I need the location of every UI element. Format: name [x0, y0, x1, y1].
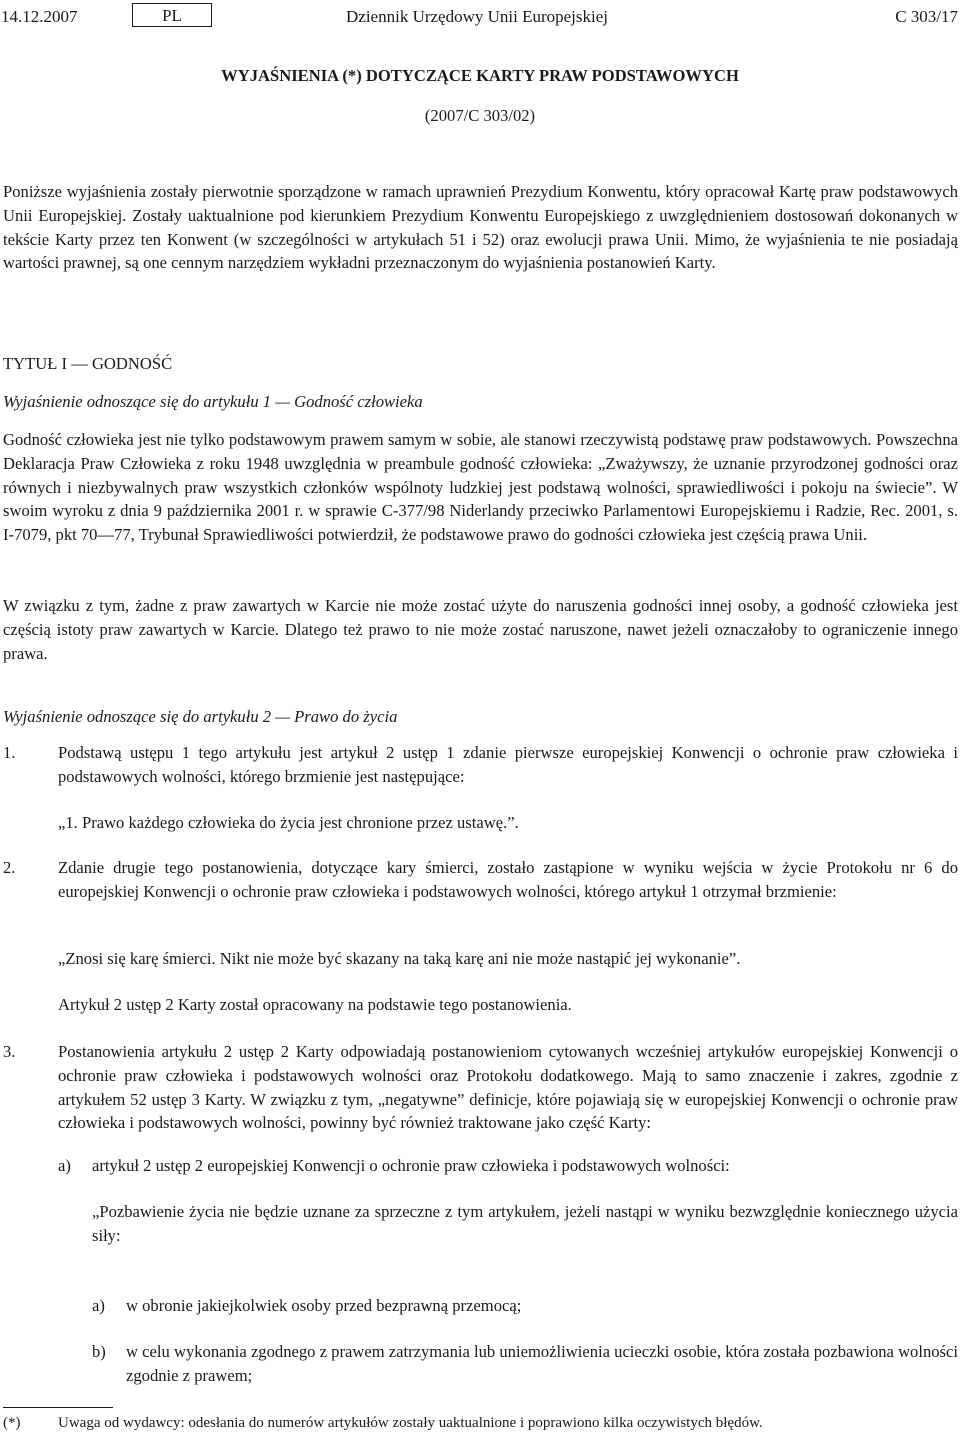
document-title: WYJAŚNIENIA (*) DOTYCZĄCE KARTY PRAW PODSTAWOWYCH — [221, 66, 739, 85]
article-1-paragraph-2: W związku z tym, żadne z praw zawartych w Karcie nie może zostać użyte do naruszenia godności innej osoby, a godność człowieka jest częścią istoty praw zawartych w Karcie. Dlatego też prawo to nie może zostać naruszone, nawet jeżeli oznaczałoby to ograniczenie innego prawa. — [3, 596, 958, 663]
article-1-paragraph-1: Godność człowieka jest nie tylko podstawowym prawem samym w sobie, ale stanowi rzeczywistą podstawę praw podstawowych. Powszechna Deklaracja Praw Człowieka z roku 1948 uwzględnia w preambule godność człowieka: „Zważywszy, że uznanie przyrodzonej godności oraz równych i niezbywalnych praw wszystkich członków wspólnoty ludzkiej jest podstawą wolności, sprawiedliwości i pokoju na świecie”. W swoim wyroku z dnia 9 października 2001 r. w sprawie C-377/98 Niderlandy przeciwko Parlamentowi Europejskiemu i Radzie, Rec. 2001, s. I-7079, pkt 70—77, Trybunał Sprawiedliwości potwierdził, że podstawowe prawo do godności człowieka jest częścią prawa Unii. — [3, 430, 958, 545]
subpoint-label: a) — [58, 1156, 71, 1175]
point-2-text: Zdanie drugie tego postanowienia, dotyczące kary śmierci, zostało zastąpione w wyniku wejścia w życie Protokołu nr 6 do europejskiej Konwencji o ochronie praw człowieka i podstawowych wolności, którego artykuł 1 otrzymał brzmienie: — [58, 858, 958, 901]
article-1-heading: Wyjaśnienie odnoszące się do artykułu 1 — Godność człowieka — [3, 392, 423, 411]
subpoint-a-text: artykuł 2 ustęp 2 europejskiej Konwencji o ochronie praw człowieka i podstawowych wolności: — [92, 1156, 730, 1175]
journal-reference: C 303/17 — [895, 7, 958, 26]
footnote-divider — [3, 1407, 113, 1408]
point-number: 1. — [3, 743, 16, 762]
publication-date: 14.12.2007 — [1, 7, 78, 26]
quote-1: „1. Prawo każdego człowieka do życia jest chronione przez ustawę.”. — [58, 813, 519, 832]
nested-a-text: w obronie jakiejkolwiek osoby przed bezprawną przemocą; — [126, 1296, 522, 1315]
nested-label: b) — [92, 1342, 106, 1361]
nested-label: a) — [92, 1296, 105, 1315]
document-subtitle: (2007/C 303/02) — [424, 106, 536, 125]
article-2-heading: Wyjaśnienie odnoszące się do artykułu 2 — Prawo do życia — [3, 707, 398, 726]
intro-paragraph: Poniższe wyjaśnienia zostały pierwotnie sporządzone w ramach uprawnień Prezydium Konwentu, który opracował Kartę praw podstawowych Unii Europejskiej. Zostały uaktualnione pod kierunkiem Prezydium Konwentu Europejskiego z uwzględnieniem dostosowań dokonanych w tekście Karty przez ten Konwent (w szczególności w artykułach 51 i 52) oraz ewolucji prawa Unii. Mimo, że wyjaśnienia te nie posiadają wartości prawnej, są one cennym narzędziem wykładni przeznaczonym do wyjaśnienia postanowień Karty. — [3, 182, 958, 273]
footnote-mark: (*) — [3, 1415, 21, 1431]
point-number: 3. — [3, 1042, 16, 1061]
section-title: TYTUŁ I — GODNOŚĆ — [3, 354, 173, 373]
journal-name: Dziennik Urzędowy Unii Europejskiej — [346, 7, 609, 26]
quote-2: „Znosi się karę śmierci. Nikt nie może być skazany na taką karę ani nie może nastąpić jej wykonanie”. — [58, 949, 741, 968]
page-header — [0, 3, 960, 27]
point-1-text: Podstawą ustępu 1 tego artykułu jest artykuł 2 ustęp 1 zdanie pierwsze europejskiej Konwencji o ochronie praw człowieka i podstawowych wolności, którego brzmienie jest następujące: — [58, 743, 958, 786]
point-number: 2. — [3, 858, 16, 877]
subpoint-a-quote: „Pozbawienie życia nie będzie uznane za sprzeczne z tym artykułem, jeżeli nastąpi w wyniku bezwzględnie koniecznego użycia siły: — [92, 1202, 958, 1245]
point-2-note: Artykuł 2 ustęp 2 Karty został opracowany na podstawie tego postanowienia. — [58, 995, 572, 1014]
language-badge: PL — [132, 3, 212, 27]
footnote-text: Uwaga od wydawcy: odesłania do numerów artykułów zostały uaktualnione i poprawiono kilka oczywistych błędów. — [58, 1415, 763, 1431]
point-3-text: Postanowienia artykułu 2 ustęp 2 Karty odpowiadają postanowieniom cytowanych wcześniej artykułów europejskiej Konwencji o ochronie praw człowieka i podstawowych wolności oraz Protokołu dodatkowego. Mają to samo znaczenie i zakres, zgodnie z artykułem 52 ustęp 3 Karty. W związku z tym, „negatywne” definicje, które pojawiają się w europejskiej Konwencji o ochronie praw człowieka i podstawowych wolności, powinny być również traktowane jako część Karty: — [58, 1042, 958, 1133]
nested-b-text: w celu wykonania zgodnego z prawem zatrzymania lub uniemożliwienia ucieczki osobie, która została pozbawiona wolności zgodnie z prawem; — [126, 1342, 958, 1385]
